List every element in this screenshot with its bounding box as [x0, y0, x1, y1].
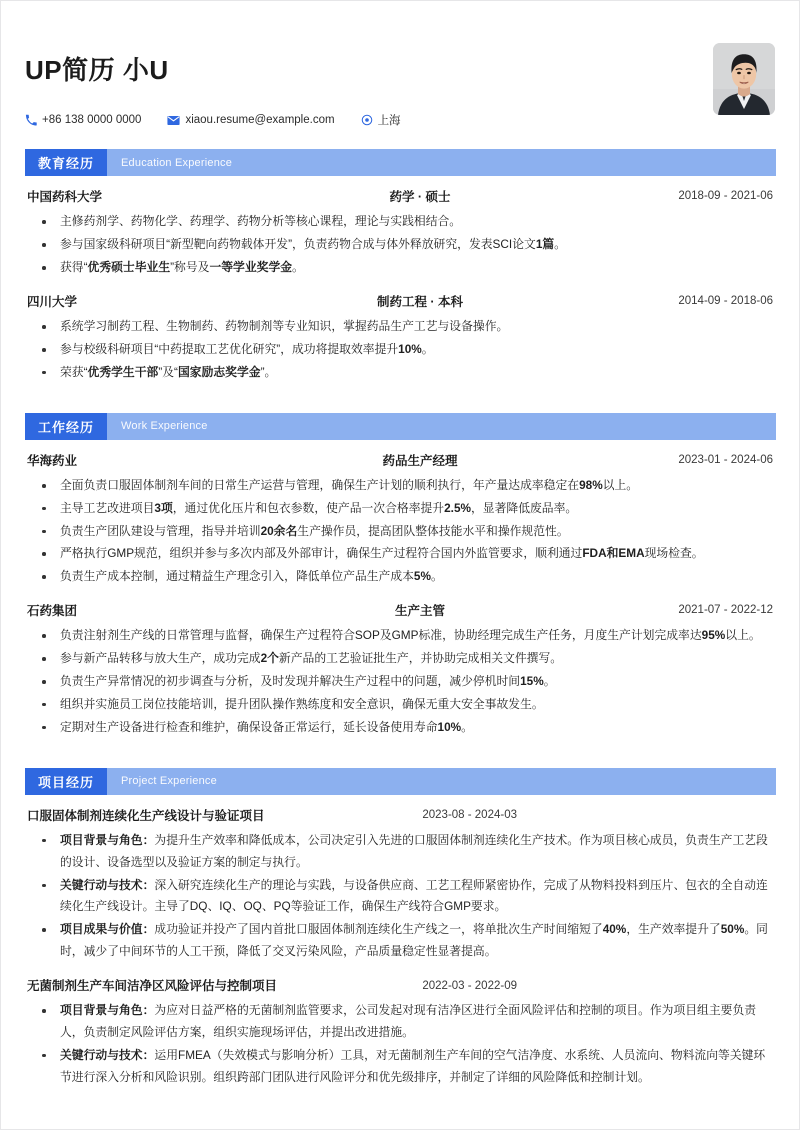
contact-phone-text: +86 138 0000 0000	[42, 114, 142, 127]
entry-header	[25, 452, 775, 471]
bullet-list	[25, 475, 775, 588]
bullet-list	[25, 625, 775, 738]
entry-organization: 石药集团	[27, 604, 78, 619]
bullet-list	[25, 211, 775, 278]
list-item: 负责注射剂生产线的日常管理与监督，确保生产过程符合SOP及GMP标准，协助经理完成生产任务，月度生产计划完成率达95%以上。	[25, 625, 775, 647]
entry-header	[25, 293, 775, 312]
section-title-en: Work Experience	[121, 420, 208, 433]
location-icon	[361, 114, 373, 126]
section-gap	[1, 398, 799, 413]
list-item: 参与新产品转移与放大生产，成功完成2个新产品的工艺验证批生产，并协助完成相关文件撰写。	[25, 648, 775, 670]
entry	[25, 977, 775, 1089]
entry	[25, 807, 775, 963]
entry	[25, 602, 775, 738]
entry-role: 药品生产经理	[382, 453, 458, 468]
list-item: 负责生产团队建设与管理，指导并培训20余名生产操作员，提高团队整体技能水平和操作规范性。	[25, 521, 775, 543]
list-item: 系统学习制药工程、生物制药、药物制剂等专业知识，掌握药品生产工艺与设备操作。	[25, 316, 775, 338]
contact-location-text: 上海	[377, 115, 401, 128]
list-item: 主导工艺改进项目3项，通过优化压片和包衣参数，使产品一次合格率提升2.5%，显著降低废品率。	[25, 498, 775, 520]
contact-email-text: xiaou.resume@example.com	[185, 114, 335, 127]
section-title-en: Project Experience	[121, 775, 217, 787]
section-education-experience	[1, 149, 799, 384]
list-item: 严格执行GMP规范，组织并参与多次内部及外部审计，确保生产过程符合国内外监管要求，顺利通过FDA和EMA现场检查。	[25, 543, 775, 565]
list-item: 获得“优秀硕士毕业生”称号及一等学业奖学金。	[25, 257, 775, 279]
entry-header	[25, 188, 775, 207]
section-header	[25, 768, 776, 795]
contact-location	[361, 112, 401, 128]
entry-date: 2021-07 - 2022-12	[678, 604, 773, 617]
entry	[25, 188, 775, 279]
list-item: 主修药剂学、药物化学、药理学、药物分析等核心课程，理论与实践相结合。	[25, 211, 775, 233]
resume-header	[1, 1, 799, 149]
avatar	[713, 43, 775, 115]
entry	[25, 452, 775, 588]
entry-date: 2023-08 - 2024-03	[422, 809, 517, 822]
list-item: 定期对生产设备进行检查和维护，确保设备正常运行，延长设备使用寿命10%。	[25, 717, 775, 739]
entry-role: 生产主管	[394, 604, 445, 619]
list-item: 组织并实施员工岗位技能培训，提升团队操作熟练度和安全意识，确保无重大安全事故发生。	[25, 694, 775, 716]
list-item: 项目背景与角色：为应对日益严格的无菌制剂监管要求，公司发起对现有洁净区进行全面风险评估和控制的项目。作为项目组主要负责人，负责制定风险评估方案，组织实施现场评估，并提出改进措施。	[25, 1000, 775, 1044]
list-item: 项目背景与角色：为提升生产效率和降低成本，公司决定引入先进的口服固体制剂连续化生产技术。作为项目核心成员，负责生产工艺段的设计、设备选型以及验证方案的制定与执行。	[25, 830, 775, 874]
entry-organization: 中国药科大学	[27, 190, 103, 204]
list-item: 荣获“优秀学生干部”及“国家励志奖学金”。	[25, 362, 775, 384]
entry-role: 药学 · 硕士	[389, 190, 451, 204]
section-work-experience	[1, 413, 799, 739]
section-title-cn: 教育经历	[25, 149, 107, 176]
section-gap	[1, 753, 799, 768]
list-item: 项目成果与价值：成功验证并投产了国内首批口服固体制剂连续化生产线之一，将单批次生产时间缩短了40%，生产效率提升了50%。同时，减少了中间环节的人工干预，降低了交叉污染风险，产品质量稳定性显著提高。	[25, 919, 775, 963]
entry-organization: 四川大学	[27, 294, 78, 309]
entry-header	[25, 807, 775, 826]
section-project-experience	[1, 768, 799, 1089]
list-item: 参与校级科研项目“中药提取工艺优化研究”，成功将提取效率提升10%。	[25, 339, 775, 361]
list-item: 全面负责口服固体制剂车间的日常生产运营与管理，确保生产计划的顺利执行，年产量达成率稳定在98%以上。	[25, 475, 775, 497]
section-header	[25, 149, 776, 176]
entry-organization: 口服固体制剂连续化生产线设计与验证项目	[27, 808, 265, 823]
entry-organization: 无菌制剂生产车间洁净区风险评估与控制项目	[27, 978, 278, 993]
list-item: 参与国家级科研项目“新型靶向药物载体开发”，负责药物合成与体外释放研究，发表SCI论文1篇。	[25, 234, 775, 256]
section-title-en: Education Experience	[121, 156, 233, 169]
list-item: 关键行动与技术：深入研究连续化生产的理论与实践，与设备供应商、工艺工程师紧密协作，完成了从物料投料到压片、包衣的全自动连续化生产线设计。主导了DQ、IQ、OQ、PQ等验证工作，确保生产线符合GMP要求。	[25, 875, 775, 919]
section-title-cn: 项目经历	[25, 768, 107, 795]
resume-sections	[1, 149, 799, 1088]
section-title-cn: 工作经历	[25, 413, 107, 440]
list-item: 负责生产成本控制，通过精益生产理念引入，降低单位产品生产成本5%。	[25, 566, 775, 588]
email-icon	[167, 115, 180, 126]
list-item: 关键行动与技术：运用FMEA（失效模式与影响分析）工具，对无菌制剂生产车间的空气洁净度、水系统、人员流向、物料流向等关键环节进行深入分析和风险识别。组织跨部门团队进行风险评分和优先级排序，并制定了详细的风险降低和控制计划。	[25, 1045, 775, 1089]
contact-phone	[25, 114, 141, 126]
entry-date: 2022-03 - 2022-09	[422, 979, 517, 992]
entry-role: 制药工程 · 本科	[376, 294, 464, 309]
list-item: 负责生产异常情况的初步调查与分析，及时发现并解决生产过程中的问题，减少停机时间15%。	[25, 671, 775, 693]
entry	[25, 293, 775, 384]
phone-icon	[25, 114, 37, 126]
entry-date: 2023-01 - 2024-06	[678, 453, 773, 466]
avatar-photo	[713, 43, 775, 115]
entry-date: 2014-09 - 2018-06	[678, 294, 773, 307]
bullet-list	[25, 830, 775, 963]
entry-organization: 华海药业	[27, 453, 78, 468]
entry-header	[25, 977, 775, 996]
section-header	[25, 413, 776, 440]
bullet-list	[25, 1000, 775, 1088]
page-title: UP简历 小U	[25, 55, 169, 85]
entry-date: 2018-09 - 2021-06	[678, 190, 773, 202]
bullet-list	[25, 316, 775, 383]
contact-row	[25, 112, 775, 128]
entry-header	[25, 602, 775, 621]
contact-email	[167, 114, 334, 126]
